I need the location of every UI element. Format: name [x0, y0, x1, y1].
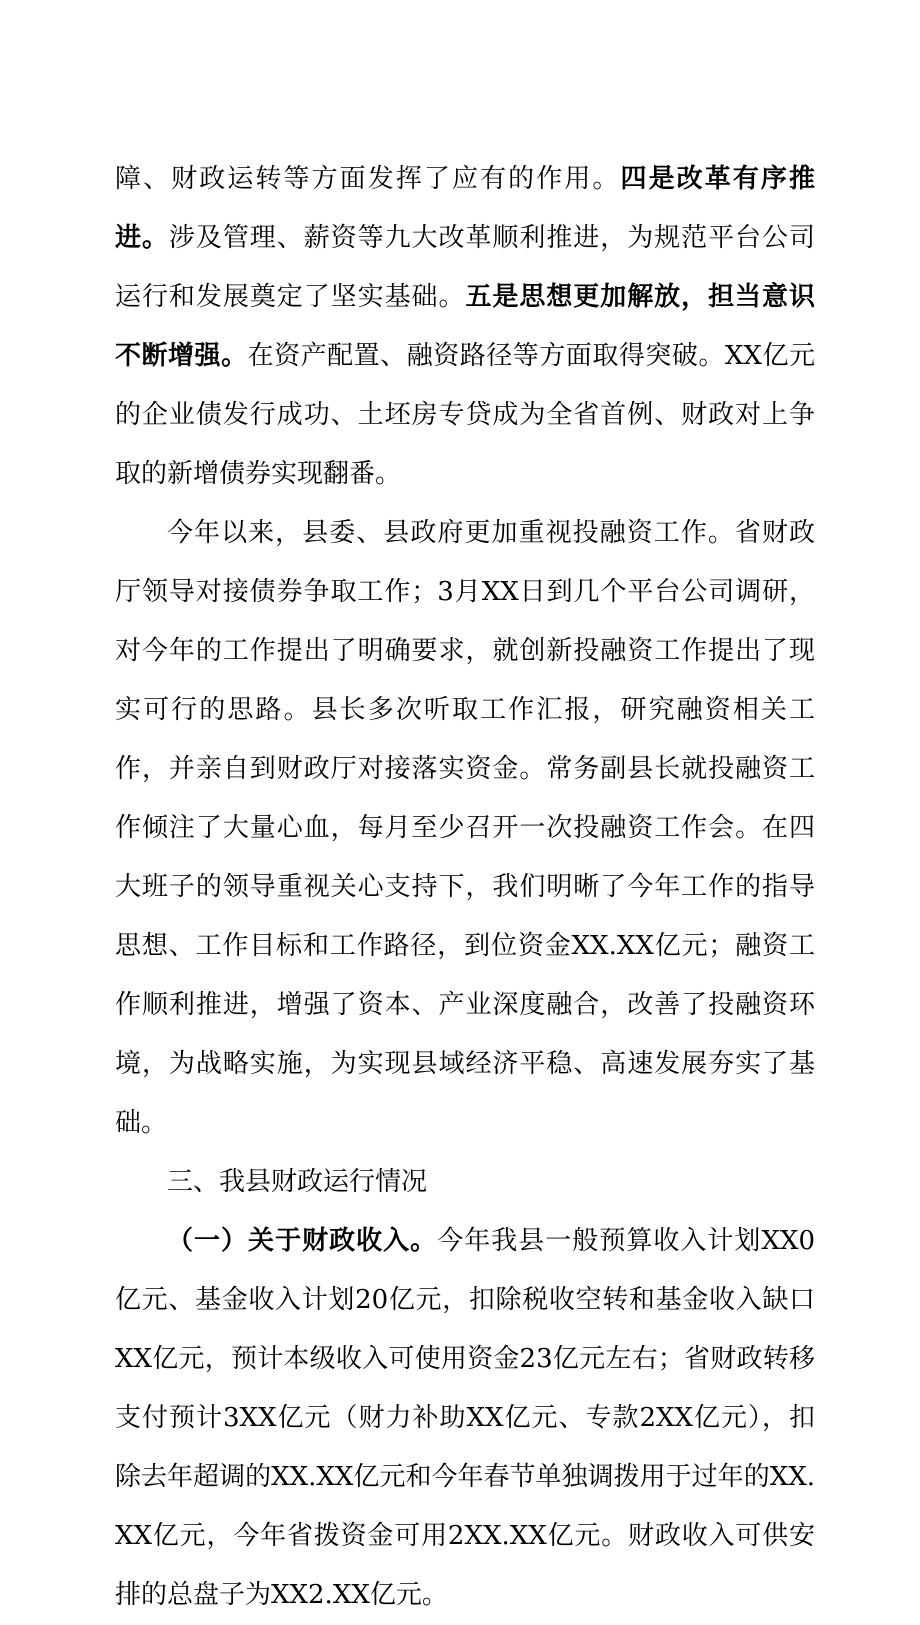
text-segment: 在资产配置、融资路径等方面取得突破。XX亿元的企业债发行成功、土坯房专贷成为全省首例、财政对上争取的新增债券实现翻番。 — [115, 341, 815, 489]
paragraph-investment-financing — [115, 504, 815, 1153]
bold-point-five: 五是思想更加解放，担当意识不断增强。 — [115, 282, 815, 371]
text-segment: 障、财政运转等方面发挥了应有的作用。 — [115, 164, 621, 194]
paragraph-fiscal-revenue — [115, 1212, 815, 1625]
paragraph-reform-summary — [115, 150, 815, 504]
text-segment: 今年以来，县委、县政府更加重视投融资工作。省财政厅领导对接债券争取工作；3月XX日到几个平台公司调研，对今年的工作提出了明确要求，就创新投融资工作提出了现实可行的思路。县长多次听取工作汇报，研究融资相关工作，并亲自到财政厅对接落实资金。常务副县长就投融资工作倾注了大量心血，每月至少召开一次投融资工作会。在四大班子的领导重视关心支持下，我们明晰了今年工作的指导思想、工作目标和工作路径，到位资金XX.XX亿元；融资工作顺利推进，增强了资本、产业深度融合，改善了投融资环境，为战略实施，为实现县域经济平稳、高速发展夯实了基础。 — [115, 518, 815, 1138]
text-segment: 涉及管理、薪资等九大改革顺利推进，为规范平台公司运行和发展奠定了坚实基础。 — [115, 223, 815, 312]
document-body — [115, 150, 815, 1625]
bold-point-four: 四是改革有序推进。 — [115, 164, 815, 253]
text-segment: 今年我县一般预算收入计划XX0亿元、基金收入计划20亿元，扣除税收空转和基金收入缺口XX亿元，预计本级收入可使用资金23亿元左右；省财政转移支付预计3XX亿元（财力补助XX亿元、专款2XX亿元），扣除去年超调的XX.XX亿元和今年春节单独调拨用于过年的XX.XX亿元，今年省拨资金可用2XX.XX亿元。财政收入可供安排的总盘子为XX2.XX亿元。 — [115, 1226, 815, 1610]
subheading-fiscal-revenue: （一）关于财政收入。 — [167, 1226, 438, 1256]
section-heading: 三、我县财政运行情况 — [167, 1167, 428, 1197]
